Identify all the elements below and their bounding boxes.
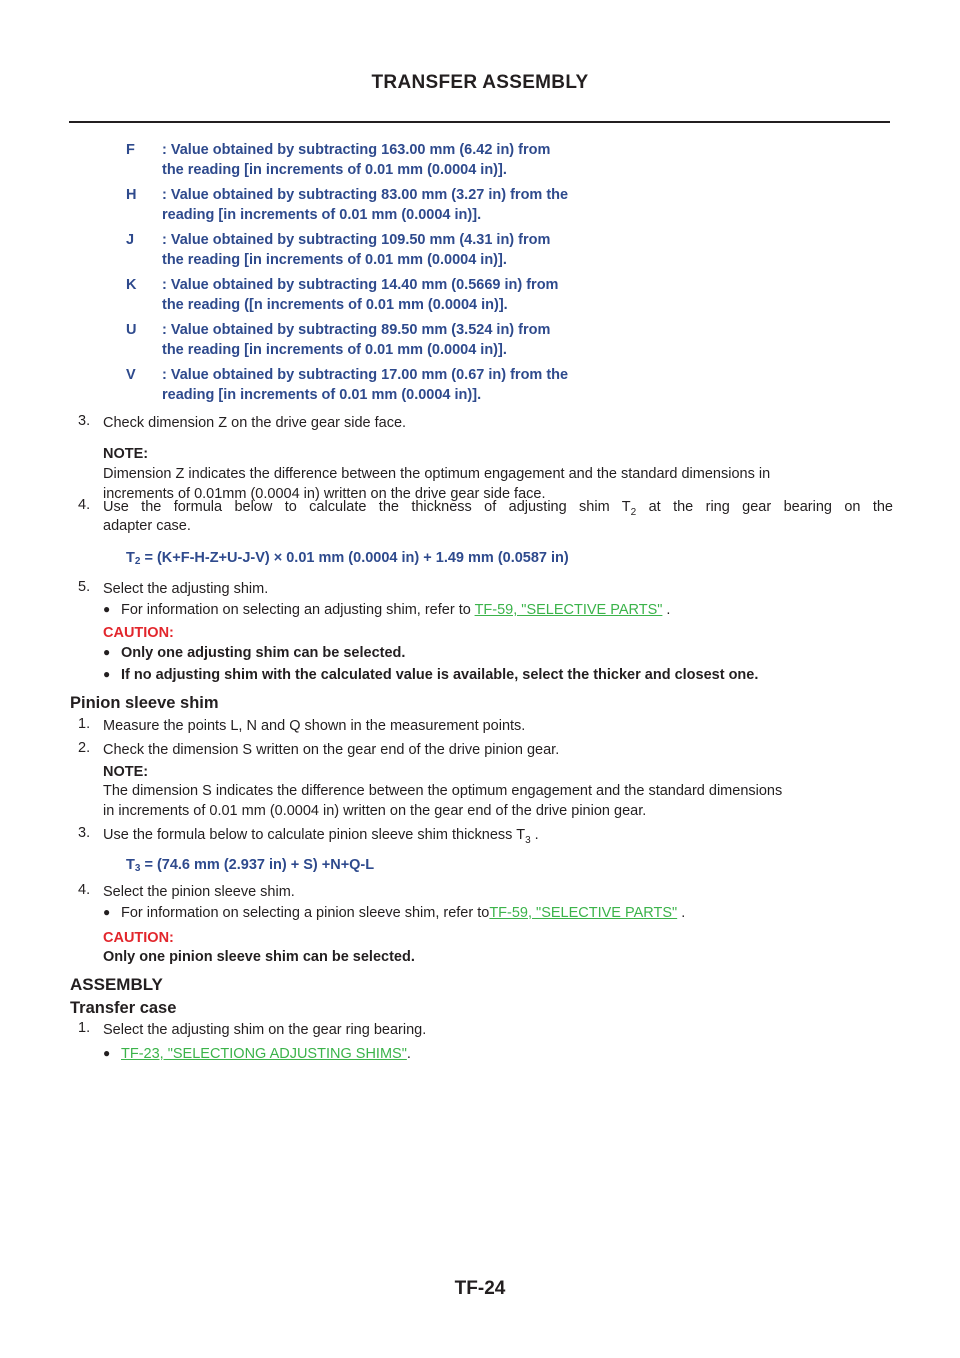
section-heading: ASSEMBLY xyxy=(70,975,163,994)
note-text: in increments of 0.01 mm (0.0004 in) written on the gear end of the drive pinion gear. xyxy=(103,803,647,819)
bullet-text: For information on selecting a pinion sleeve shim, refer toTF-59, "SELECTIVE PARTS" . xyxy=(121,905,686,921)
definition-line: reading [in increments of 0.01 mm (0.0004 in)]. xyxy=(162,207,482,223)
definition-letter: H xyxy=(126,187,137,203)
note-text: increments of 0.01mm (0.0004 in) written on the drive gear side face. xyxy=(103,486,546,502)
link-selective-parts[interactable]: TF-59, "SELECTIVE PARTS" xyxy=(489,905,678,921)
header-rule xyxy=(69,121,890,123)
step-text: Check dimension Z on the drive gear side face. xyxy=(103,415,407,431)
caution-text: Only one adjusting shim can be selected. xyxy=(121,645,406,661)
definition-letter: K xyxy=(126,277,137,293)
step-number: 3. xyxy=(78,825,91,841)
step-text: adapter case. xyxy=(103,518,191,534)
definition-item xyxy=(126,275,726,315)
subsection-heading: Transfer case xyxy=(70,999,177,1017)
note-label: NOTE: xyxy=(103,764,149,780)
definition-line: : Value obtained by subtracting 109.50 mm (4.31 in) from xyxy=(162,232,551,248)
caution-text: If no adjusting shim with the calculated value is available, select the thicker and closest one. xyxy=(121,667,759,683)
definition-item xyxy=(126,365,726,405)
definition-letter: U xyxy=(126,322,137,338)
bullet-icon: ● xyxy=(103,602,111,616)
formula-t2: $T_2 = (K+F-H-Z+U-J-V) \times 0.01$ mm (0.0004 in) + 1.49 mm (0.0587 in) xyxy=(126,550,569,567)
page-number: TF-24 xyxy=(454,1278,506,1299)
bullet-text: For information on selecting an adjusting shim, refer to TF-59, "SELECTIVE PARTS" . xyxy=(121,602,671,618)
step-text: Select the adjusting shim. xyxy=(103,581,269,597)
step-text: Use the formula below to calculate pinion sleeve shim thickness $T_3$ . xyxy=(103,827,539,846)
step-text: Select the pinion sleeve shim. xyxy=(103,884,295,900)
definition-item xyxy=(126,185,726,225)
note-label: NOTE: xyxy=(103,446,149,462)
link-selective-parts[interactable]: TF-59, "SELECTIVE PARTS" xyxy=(474,602,663,618)
step-text: Use the formula below to calculate the thickness of adjusting shim $T_2$ at the ring gear bearing on the xyxy=(103,499,893,518)
step-text: Measure the points L, N and Q shown in the measurement points. xyxy=(103,718,526,734)
definition-line: the reading [in increments of 0.01 mm (0.0004 in)]. xyxy=(162,342,507,358)
definition-description xyxy=(162,365,726,405)
caution-label: CAUTION: xyxy=(103,930,174,946)
bullet-text: TF-23, "SELECTIONG ADJUSTING SHIMS". xyxy=(121,1046,411,1062)
definition-line: : Value obtained by subtracting 89.50 mm (3.524 in) from xyxy=(162,322,551,338)
definition-letter: V xyxy=(126,367,136,383)
bullet-icon: ● xyxy=(103,645,111,659)
note-text: Dimension Z indicates the difference between the optimum engagement and the standard dimensions in xyxy=(103,466,771,482)
step-number: 4. xyxy=(78,497,91,513)
caution-text: Only one pinion sleeve shim can be selected. xyxy=(103,949,415,965)
link-selecting-adjusting-shims[interactable]: TF-23, "SELECTIONG ADJUSTING SHIMS" xyxy=(121,1046,407,1062)
step-number: 4. xyxy=(78,882,91,898)
definition-line: : Value obtained by subtracting 17.00 mm (0.67 in) from the xyxy=(162,367,569,383)
step-number: 1. xyxy=(78,716,91,732)
definition-line: : Value obtained by subtracting 83.00 mm (3.27 in) from the xyxy=(162,187,569,203)
definition-list xyxy=(126,140,726,410)
definition-line: the reading [in increments of 0.01 mm (0.0004 in)]. xyxy=(162,252,507,268)
step-number: 1. xyxy=(78,1020,91,1036)
step-text: Check the dimension S written on the gear end of the drive pinion gear. xyxy=(103,742,560,758)
definition-description xyxy=(162,140,726,180)
definition-description xyxy=(162,275,726,315)
definition-line: : Value obtained by subtracting 163.00 mm (6.42 in) from xyxy=(162,142,551,158)
definition-line: the reading ([n increments of 0.01 mm (0.0004 in)]. xyxy=(162,297,508,313)
section-heading: Pinion sleeve shim xyxy=(70,694,219,712)
definition-description xyxy=(162,230,726,270)
step-text: Select the adjusting shim on the gear ring bearing. xyxy=(103,1022,427,1038)
bullet-icon: ● xyxy=(103,667,111,681)
bullet-icon: ● xyxy=(103,905,111,919)
definition-line: the reading [in increments of 0.01 mm (0.0004 in)]. xyxy=(162,162,507,178)
definition-description xyxy=(162,320,726,360)
note-text: The dimension S indicates the difference between the optimum engagement and the standard dimensions xyxy=(103,783,783,799)
caution-label: CAUTION: xyxy=(103,625,174,641)
definition-item xyxy=(126,140,726,180)
definition-letter: F xyxy=(126,142,135,158)
page-title: TRANSFER ASSEMBLY xyxy=(371,72,589,93)
step-number: 5. xyxy=(78,579,91,595)
definition-line: : Value obtained by subtracting 14.40 mm (0.5669 in) from xyxy=(162,277,559,293)
step-number: 3. xyxy=(78,413,91,429)
formula-t3: $T_3 = (74.6$ mm (2.937 in) + S) +N+Q-L xyxy=(126,857,375,874)
definition-letter: J xyxy=(126,232,135,248)
step-number: 2. xyxy=(78,740,91,756)
bullet-icon: ● xyxy=(103,1046,111,1060)
definition-line: reading [in increments of 0.01 mm (0.0004 in)]. xyxy=(162,387,482,403)
definition-item xyxy=(126,320,726,360)
definition-item xyxy=(126,230,726,270)
definition-description xyxy=(162,185,726,225)
